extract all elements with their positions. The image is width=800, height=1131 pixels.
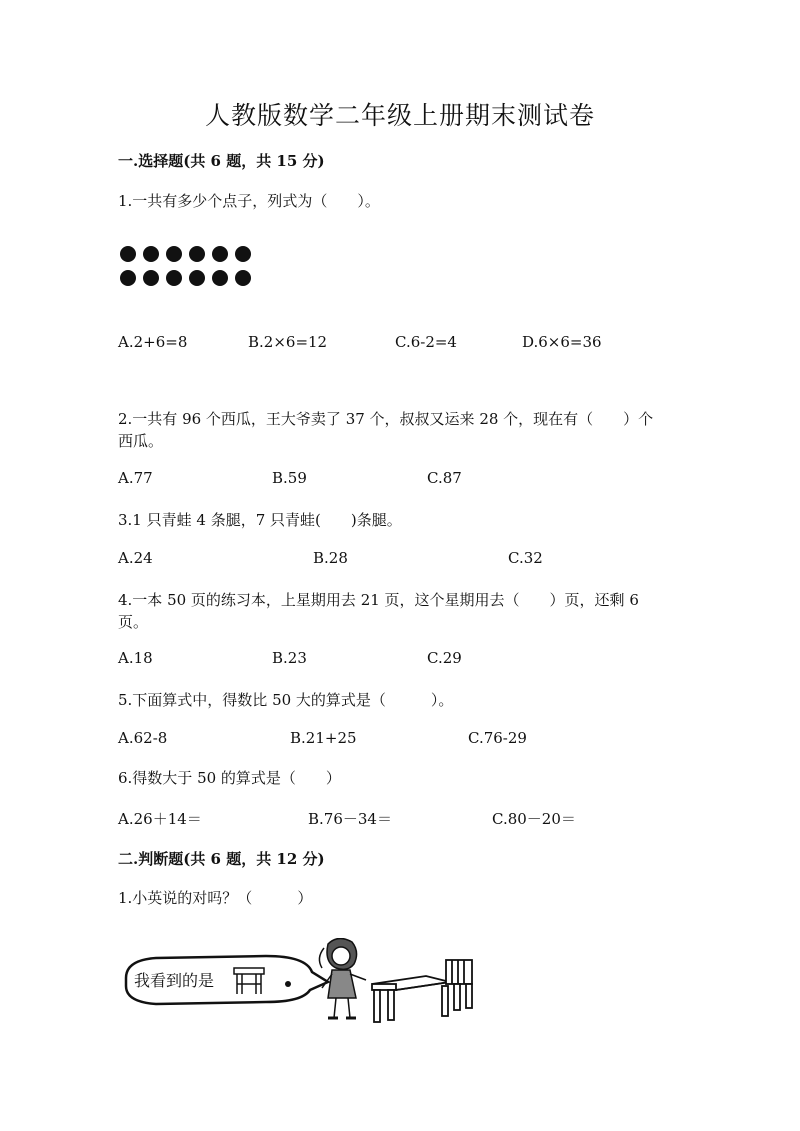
q4-option-b[interactable]: B.23 bbox=[272, 649, 307, 667]
section-heading-judgement: 二.判断题(共 6 题，共 12 分) bbox=[118, 850, 325, 868]
q1-option-c[interactable]: C.6-2=4 bbox=[395, 333, 457, 351]
dot-array-figure bbox=[118, 242, 258, 292]
question-2-line2: 西瓜。 bbox=[118, 432, 164, 450]
question-1-text: 1.一共有多少个点子，列式为（ ）。 bbox=[118, 192, 380, 210]
q4-option-a[interactable]: A.18 bbox=[118, 649, 153, 667]
question-5-text: 5.下面算式中，得数比 50 大的算式是（ ）。 bbox=[118, 691, 454, 709]
illustration-girl-and-table bbox=[116, 938, 476, 1028]
question-4-line2: 页。 bbox=[118, 613, 149, 631]
judgement-1-text: 1.小英说的对吗？（ ） bbox=[118, 889, 313, 907]
q6-option-a[interactable]: A.26＋14＝ bbox=[118, 810, 202, 828]
bubble-period bbox=[285, 981, 291, 987]
question-4-line1: 4.一本 50 页的练习本，上星期用去 21 页，这个星期用去（ ）页，还剩 6 bbox=[118, 591, 639, 609]
table-figure bbox=[372, 976, 450, 1022]
q1-option-d[interactable]: D.6×6=36 bbox=[522, 333, 602, 351]
q2-option-b[interactable]: B.59 bbox=[272, 469, 307, 487]
q2-option-a[interactable]: A.77 bbox=[118, 469, 153, 487]
q3-option-a[interactable]: A.24 bbox=[118, 549, 153, 567]
q6-option-b[interactable]: B.76－34＝ bbox=[308, 810, 392, 828]
question-2-line1: 2.一共有 96 个西瓜，王大爷卖了 37 个，叔叔又运来 28 个，现在有（ ）个 bbox=[118, 410, 654, 428]
girl-figure bbox=[319, 938, 366, 1018]
chair-figure bbox=[446, 960, 472, 1010]
q3-option-c[interactable]: C.32 bbox=[508, 549, 543, 567]
q5-option-c[interactable]: C.76-29 bbox=[468, 729, 527, 747]
q1-option-b[interactable]: B.2×6=12 bbox=[248, 333, 328, 351]
q1-option-a[interactable]: A.2+6=8 bbox=[118, 333, 188, 351]
q4-option-c[interactable]: C.29 bbox=[427, 649, 462, 667]
section-heading-choice: 一.选择题(共 6 题，共 15 分) bbox=[118, 152, 325, 170]
question-6-text: 6.得数大于 50 的算式是（ ） bbox=[118, 769, 341, 787]
q3-option-b[interactable]: B.28 bbox=[313, 549, 348, 567]
q5-option-a[interactable]: A.62-8 bbox=[118, 729, 168, 747]
speech-bubble-text: 我看到的是 bbox=[134, 971, 215, 990]
q6-option-c[interactable]: C.80－20＝ bbox=[492, 810, 576, 828]
q5-option-b[interactable]: B.21+25 bbox=[290, 729, 357, 747]
q2-option-c[interactable]: C.87 bbox=[427, 469, 462, 487]
question-3-text: 3.1 只青蛙 4 条腿，7 只青蛙( )条腿。 bbox=[118, 511, 402, 529]
page-title: 人教版数学二年级上册期末测试卷 bbox=[204, 101, 595, 130]
